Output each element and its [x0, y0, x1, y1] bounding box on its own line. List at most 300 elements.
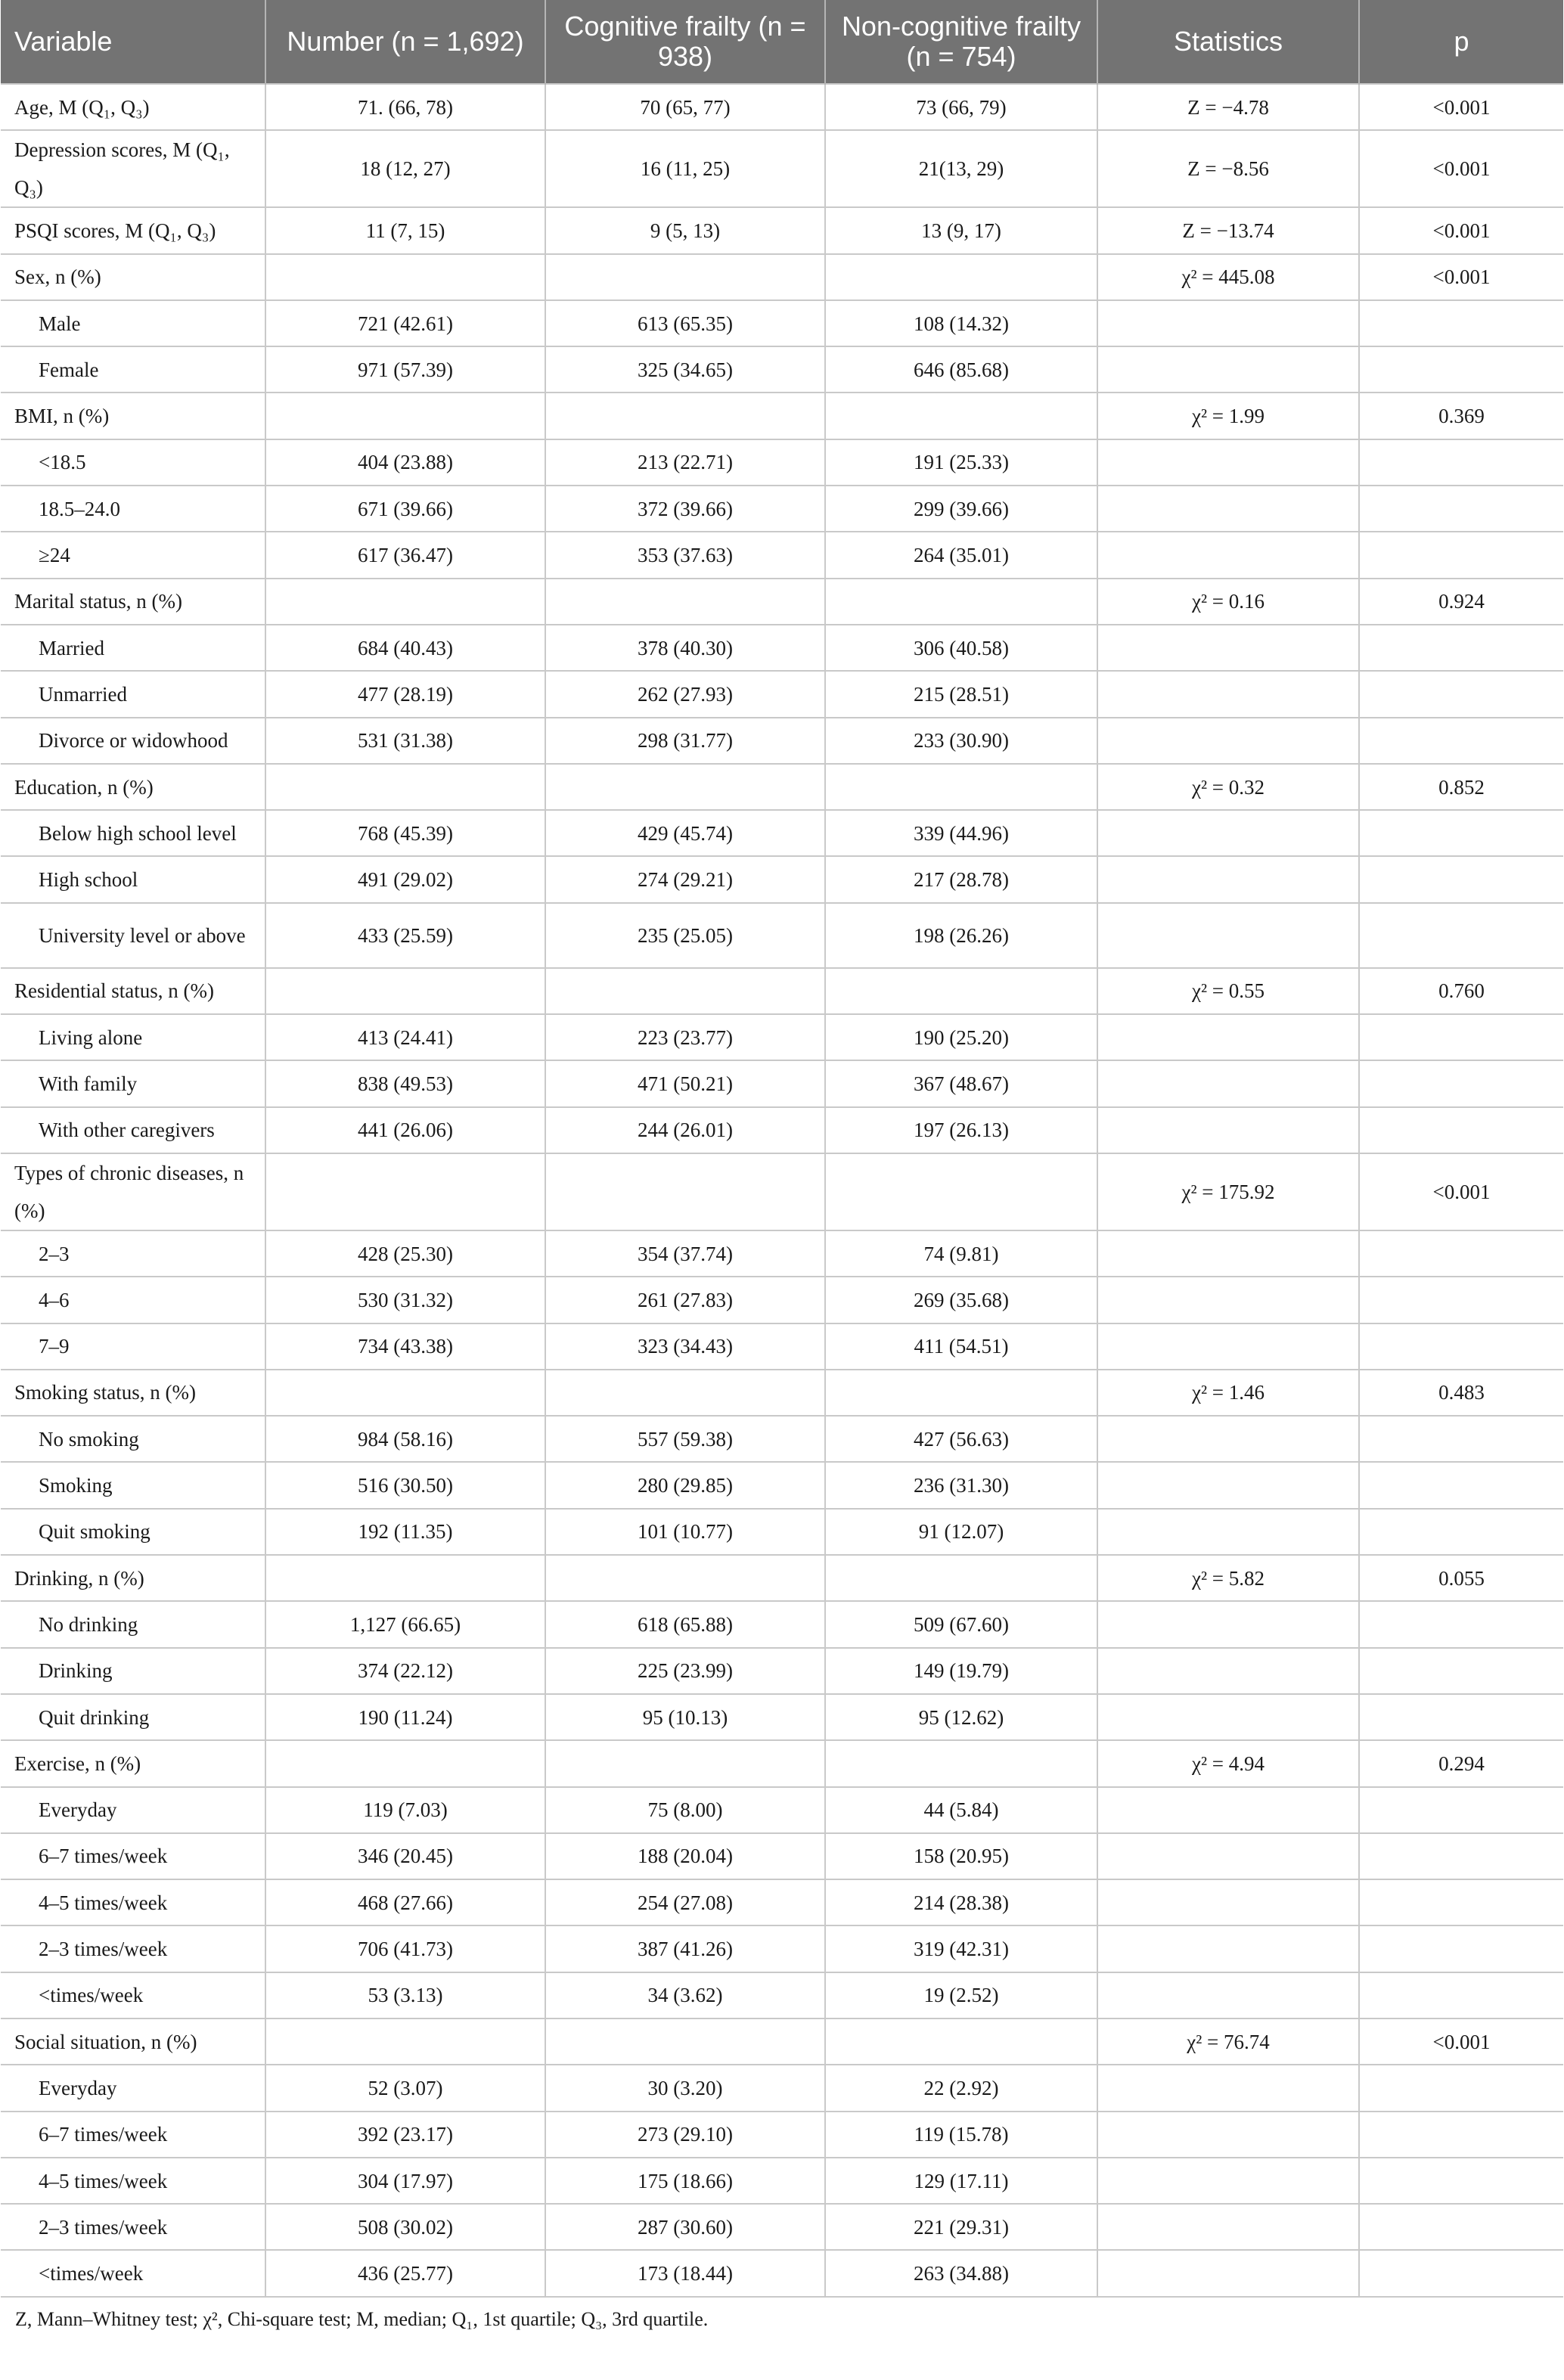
cell-p-value [1359, 671, 1563, 717]
table-row [1, 2158, 1563, 2204]
cell-statistics [1097, 1107, 1359, 1153]
cell-number: 346 (20.45) [265, 1833, 545, 1879]
cell-variable: 2–3 [1, 1230, 265, 1277]
cell-number [265, 1370, 545, 1416]
cell-number: 721 (42.61) [265, 300, 545, 346]
cell-non-cognitive-frailty [825, 1740, 1097, 1786]
cell-statistics: Z = −13.74 [1097, 207, 1359, 253]
cell-cognitive-frailty: 30 (3.20) [545, 2065, 825, 2111]
cell-non-cognitive-frailty: 198 (26.26) [825, 903, 1097, 968]
cell-statistics [1097, 1925, 1359, 1972]
table-row [1, 1153, 1563, 1230]
cell-statistics [1097, 486, 1359, 532]
table-row [1, 207, 1563, 253]
cell-non-cognitive-frailty: 217 (28.78) [825, 856, 1097, 902]
table-body [1, 84, 1563, 2297]
cell-cognitive-frailty: 557 (59.38) [545, 1416, 825, 1462]
cell-variable: Below high school level [1, 810, 265, 856]
cell-non-cognitive-frailty: 214 (28.38) [825, 1879, 1097, 1925]
table-row [1, 1879, 1563, 1925]
cell-cognitive-frailty: 235 (25.05) [545, 903, 825, 968]
cell-number: 1,127 (66.65) [265, 1601, 545, 1647]
cell-p-value: <0.001 [1359, 1153, 1563, 1230]
cell-non-cognitive-frailty: 191 (25.33) [825, 439, 1097, 486]
table-row [1, 2065, 1563, 2111]
cell-p-value [1359, 300, 1563, 346]
cell-statistics: Z = −8.56 [1097, 130, 1359, 207]
cell-variable: No drinking [1, 1601, 265, 1647]
cell-variable: Married [1, 625, 265, 671]
cell-p-value: <0.001 [1359, 254, 1563, 300]
cell-variable: No smoking [1, 1416, 265, 1462]
cell-p-value: 0.852 [1359, 764, 1563, 810]
cell-number [265, 254, 545, 300]
cell-p-value: <0.001 [1359, 207, 1563, 253]
cell-cognitive-frailty: 353 (37.63) [545, 532, 825, 578]
cell-number [265, 579, 545, 625]
table-row [1, 856, 1563, 902]
table-row [1, 625, 1563, 671]
cell-p-value [1359, 1601, 1563, 1647]
cell-cognitive-frailty [545, 2019, 825, 2065]
cell-non-cognitive-frailty [825, 1555, 1097, 1601]
cell-number: 516 (30.50) [265, 1462, 545, 1508]
cell-cognitive-frailty: 225 (23.99) [545, 1648, 825, 1694]
cell-statistics [1097, 2112, 1359, 2158]
cell-statistics [1097, 1787, 1359, 1833]
cell-non-cognitive-frailty: 427 (56.63) [825, 1416, 1097, 1462]
cell-p-value [1359, 1416, 1563, 1462]
cell-p-value [1359, 1107, 1563, 1153]
cell-statistics [1097, 1230, 1359, 1277]
cell-statistics: χ² = 0.16 [1097, 579, 1359, 625]
cell-variable: Smoking [1, 1462, 265, 1508]
cell-p-value [1359, 1462, 1563, 1508]
cell-variable: Everyday [1, 2065, 265, 2111]
cell-statistics [1097, 625, 1359, 671]
cell-cognitive-frailty: 34 (3.62) [545, 1972, 825, 2019]
cell-non-cognitive-frailty: 236 (31.30) [825, 1462, 1097, 1508]
cell-number: 684 (40.43) [265, 625, 545, 671]
cell-non-cognitive-frailty: 263 (34.88) [825, 2250, 1097, 2296]
cell-statistics [1097, 1972, 1359, 2019]
cell-p-value [1359, 1787, 1563, 1833]
cell-number: 838 (49.53) [265, 1060, 545, 1106]
cell-p-value: 0.924 [1359, 579, 1563, 625]
cell-cognitive-frailty [545, 1740, 825, 1786]
cell-number: 984 (58.16) [265, 1416, 545, 1462]
cell-number: 508 (30.02) [265, 2204, 545, 2250]
header-statistics: Statistics [1097, 0, 1359, 84]
cell-number: 768 (45.39) [265, 810, 545, 856]
cell-p-value [1359, 439, 1563, 486]
cell-cognitive-frailty [545, 1370, 825, 1416]
cell-statistics: χ² = 445.08 [1097, 254, 1359, 300]
cell-statistics: χ² = 175.92 [1097, 1153, 1359, 1230]
cell-variable: University level or above [1, 903, 265, 968]
cell-non-cognitive-frailty: 13 (9, 17) [825, 207, 1097, 253]
cell-variable: 7–9 [1, 1323, 265, 1370]
cell-p-value [1359, 856, 1563, 902]
cell-cognitive-frailty: 274 (29.21) [545, 856, 825, 902]
cell-number: 436 (25.77) [265, 2250, 545, 2296]
cell-p-value: <0.001 [1359, 84, 1563, 130]
cell-non-cognitive-frailty: 73 (66, 79) [825, 84, 1097, 130]
cell-cognitive-frailty: 378 (40.30) [545, 625, 825, 671]
cell-number: 441 (26.06) [265, 1107, 545, 1153]
cell-non-cognitive-frailty: 91 (12.07) [825, 1509, 1097, 1555]
cell-p-value [1359, 486, 1563, 532]
cell-cognitive-frailty [545, 1153, 825, 1230]
cell-non-cognitive-frailty [825, 393, 1097, 439]
cell-cognitive-frailty [545, 968, 825, 1014]
cell-variable: 18.5–24.0 [1, 486, 265, 532]
cell-non-cognitive-frailty: 108 (14.32) [825, 300, 1097, 346]
cell-statistics [1097, 718, 1359, 764]
cell-non-cognitive-frailty: 22 (2.92) [825, 2065, 1097, 2111]
table-header [1, 0, 1563, 84]
header-cognitive-frailty: Cognitive frailty (n = 938) [545, 0, 825, 84]
table-row [1, 1060, 1563, 1106]
cell-cognitive-frailty: 70 (65, 77) [545, 84, 825, 130]
table-row [1, 671, 1563, 717]
table-row [1, 346, 1563, 393]
table-row [1, 84, 1563, 130]
table-row [1, 1833, 1563, 1879]
cell-non-cognitive-frailty: 233 (30.90) [825, 718, 1097, 764]
cell-statistics [1097, 1277, 1359, 1323]
cell-non-cognitive-frailty: 129 (17.11) [825, 2158, 1097, 2204]
cell-cognitive-frailty: 254 (27.08) [545, 1879, 825, 1925]
cell-p-value [1359, 1277, 1563, 1323]
cell-non-cognitive-frailty [825, 2019, 1097, 2065]
cell-number [265, 764, 545, 810]
cell-number [265, 393, 545, 439]
cell-variable: Drinking [1, 1648, 265, 1694]
cell-statistics [1097, 2158, 1359, 2204]
cell-number: 468 (27.66) [265, 1879, 545, 1925]
cell-cognitive-frailty [545, 254, 825, 300]
cell-statistics: χ² = 4.94 [1097, 1740, 1359, 1786]
cell-variable: Education, n (%) [1, 764, 265, 810]
cell-number: 18 (12, 27) [265, 130, 545, 207]
table-row [1, 1925, 1563, 1972]
cell-statistics [1097, 1462, 1359, 1508]
cell-cognitive-frailty: 75 (8.00) [545, 1787, 825, 1833]
cell-non-cognitive-frailty: 119 (15.78) [825, 2112, 1097, 2158]
header-variable: Variable [1, 0, 265, 84]
cell-number: 119 (7.03) [265, 1787, 545, 1833]
cell-p-value [1359, 1509, 1563, 1555]
table-row [1, 1230, 1563, 1277]
cell-variable: With other caregivers [1, 1107, 265, 1153]
table-row [1, 1277, 1563, 1323]
cell-statistics [1097, 2204, 1359, 2250]
cell-non-cognitive-frailty: 190 (25.20) [825, 1014, 1097, 1060]
cell-statistics [1097, 1416, 1359, 1462]
table-row [1, 1014, 1563, 1060]
cell-cognitive-frailty: 280 (29.85) [545, 1462, 825, 1508]
cell-variable: Everyday [1, 1787, 265, 1833]
table-row [1, 764, 1563, 810]
cell-variable: Exercise, n (%) [1, 1740, 265, 1786]
cell-cognitive-frailty [545, 764, 825, 810]
cell-number: 491 (29.02) [265, 856, 545, 902]
table-row [1, 2204, 1563, 2250]
header-non-cognitive-frailty: Non-cognitive frailty (n = 754) [825, 0, 1097, 84]
cell-statistics [1097, 2065, 1359, 2111]
cell-non-cognitive-frailty: 158 (20.95) [825, 1833, 1097, 1879]
cell-statistics [1097, 903, 1359, 968]
cell-p-value [1359, 810, 1563, 856]
table-row [1, 2019, 1563, 2065]
cell-number: 374 (22.12) [265, 1648, 545, 1694]
cell-variable: Divorce or widowhood [1, 718, 265, 764]
cell-p-value [1359, 2250, 1563, 2296]
cell-variable: ≥24 [1, 532, 265, 578]
cell-number: 71. (66, 78) [265, 84, 545, 130]
cell-p-value [1359, 1060, 1563, 1106]
table-footnote: Z, Mann–Whitney test; χ², Chi-square test; M, median; Q₁, 1st quartile; Q₃, 3rd quartile. [15, 2307, 709, 2330]
cell-number: 433 (25.59) [265, 903, 545, 968]
cell-variable: Smoking status, n (%) [1, 1370, 265, 1416]
table-row [1, 130, 1563, 207]
cell-number: 971 (57.39) [265, 346, 545, 393]
cell-variable: Female [1, 346, 265, 393]
cell-p-value [1359, 1694, 1563, 1740]
cell-statistics [1097, 1879, 1359, 1925]
cell-non-cognitive-frailty: 269 (35.68) [825, 1277, 1097, 1323]
cell-number: 531 (31.38) [265, 718, 545, 764]
table-row [1, 903, 1563, 968]
table-row [1, 439, 1563, 486]
cell-number: 53 (3.13) [265, 1972, 545, 2019]
cell-non-cognitive-frailty: 221 (29.31) [825, 2204, 1097, 2250]
cell-cognitive-frailty: 618 (65.88) [545, 1601, 825, 1647]
cell-variable: BMI, n (%) [1, 393, 265, 439]
cell-non-cognitive-frailty: 74 (9.81) [825, 1230, 1097, 1277]
cell-cognitive-frailty: 188 (20.04) [545, 1833, 825, 1879]
cell-cognitive-frailty [545, 393, 825, 439]
cell-statistics [1097, 810, 1359, 856]
cell-statistics [1097, 2250, 1359, 2296]
cell-number: 392 (23.17) [265, 2112, 545, 2158]
cell-statistics [1097, 1648, 1359, 1694]
cell-cognitive-frailty: 354 (37.74) [545, 1230, 825, 1277]
cell-variable: 4–5 times/week [1, 2158, 265, 2204]
cell-variable: <times/week [1, 1972, 265, 2019]
cell-number [265, 1555, 545, 1601]
cell-p-value: <0.001 [1359, 2019, 1563, 2065]
cell-p-value [1359, 346, 1563, 393]
cell-cognitive-frailty: 175 (18.66) [545, 2158, 825, 2204]
cell-cognitive-frailty: 325 (34.65) [545, 346, 825, 393]
table-row [1, 2250, 1563, 2296]
cell-cognitive-frailty: 261 (27.83) [545, 1277, 825, 1323]
cell-variable: <times/week [1, 2250, 265, 2296]
cell-number: 706 (41.73) [265, 1925, 545, 1972]
cell-variable: Living alone [1, 1014, 265, 1060]
cell-statistics [1097, 532, 1359, 578]
cell-p-value [1359, 532, 1563, 578]
cell-variable: Unmarried [1, 671, 265, 717]
cell-variable: Types of chronic diseases, n (%) [1, 1153, 265, 1230]
cell-p-value [1359, 2158, 1563, 2204]
cell-p-value: 0.760 [1359, 968, 1563, 1014]
table-row [1, 1462, 1563, 1508]
cell-non-cognitive-frailty: 319 (42.31) [825, 1925, 1097, 1972]
cell-number: 11 (7, 15) [265, 207, 545, 253]
cell-non-cognitive-frailty: 339 (44.96) [825, 810, 1097, 856]
baseline-characteristics-table [1, 0, 1563, 2298]
table-row [1, 1694, 1563, 1740]
cell-number: 413 (24.41) [265, 1014, 545, 1060]
cell-cognitive-frailty: 95 (10.13) [545, 1694, 825, 1740]
cell-statistics [1097, 1060, 1359, 1106]
cell-p-value [1359, 1648, 1563, 1694]
cell-number: 190 (11.24) [265, 1694, 545, 1740]
header-row [1, 0, 1563, 84]
cell-p-value [1359, 1833, 1563, 1879]
table-row [1, 1370, 1563, 1416]
cell-non-cognitive-frailty: 367 (48.67) [825, 1060, 1097, 1106]
cell-variable: With family [1, 1060, 265, 1106]
cell-variable: 4–6 [1, 1277, 265, 1323]
cell-non-cognitive-frailty: 264 (35.01) [825, 532, 1097, 578]
cell-p-value: 0.055 [1359, 1555, 1563, 1601]
cell-statistics [1097, 1601, 1359, 1647]
cell-variable: High school [1, 856, 265, 902]
cell-cognitive-frailty: 213 (22.71) [545, 439, 825, 486]
cell-cognitive-frailty: 429 (45.74) [545, 810, 825, 856]
cell-statistics [1097, 1014, 1359, 1060]
cell-variable: Sex, n (%) [1, 254, 265, 300]
cell-non-cognitive-frailty [825, 1153, 1097, 1230]
cell-statistics: χ² = 1.99 [1097, 393, 1359, 439]
cell-p-value: <0.001 [1359, 130, 1563, 207]
cell-variable: Quit drinking [1, 1694, 265, 1740]
cell-cognitive-frailty: 173 (18.44) [545, 2250, 825, 2296]
cell-cognitive-frailty: 323 (34.43) [545, 1323, 825, 1370]
cell-cognitive-frailty: 387 (41.26) [545, 1925, 825, 1972]
table-row [1, 1555, 1563, 1601]
cell-number: 477 (28.19) [265, 671, 545, 717]
table-row [1, 1416, 1563, 1462]
cell-number: 404 (23.88) [265, 439, 545, 486]
cell-number [265, 2019, 545, 2065]
cell-p-value [1359, 2112, 1563, 2158]
cell-p-value [1359, 1925, 1563, 1972]
cell-number: 530 (31.32) [265, 1277, 545, 1323]
cell-statistics: χ² = 0.32 [1097, 764, 1359, 810]
header-p: p [1359, 0, 1563, 84]
cell-non-cognitive-frailty: 411 (54.51) [825, 1323, 1097, 1370]
table-row [1, 254, 1563, 300]
cell-statistics: χ² = 1.46 [1097, 1370, 1359, 1416]
cell-statistics [1097, 300, 1359, 346]
table-row [1, 532, 1563, 578]
cell-statistics: χ² = 76.74 [1097, 2019, 1359, 2065]
cell-p-value [1359, 903, 1563, 968]
cell-cognitive-frailty: 223 (23.77) [545, 1014, 825, 1060]
cell-number [265, 968, 545, 1014]
cell-number: 617 (36.47) [265, 532, 545, 578]
cell-variable: 4–5 times/week [1, 1879, 265, 1925]
table-row [1, 1787, 1563, 1833]
cell-variable: PSQI scores, M (Q₁, Q₃) [1, 207, 265, 253]
cell-p-value [1359, 718, 1563, 764]
cell-variable: Male [1, 300, 265, 346]
cell-non-cognitive-frailty: 215 (28.51) [825, 671, 1097, 717]
cell-cognitive-frailty [545, 579, 825, 625]
cell-statistics: χ² = 0.55 [1097, 968, 1359, 1014]
table-row [1, 810, 1563, 856]
cell-p-value [1359, 2065, 1563, 2111]
cell-statistics [1097, 1509, 1359, 1555]
cell-statistics [1097, 346, 1359, 393]
cell-non-cognitive-frailty: 149 (19.79) [825, 1648, 1097, 1694]
cell-variable: Social situation, n (%) [1, 2019, 265, 2065]
cell-number [265, 1740, 545, 1786]
header-number: Number (n = 1,692) [265, 0, 545, 84]
cell-statistics [1097, 1833, 1359, 1879]
cell-statistics [1097, 671, 1359, 717]
cell-cognitive-frailty: 244 (26.01) [545, 1107, 825, 1153]
table-row [1, 2112, 1563, 2158]
cell-p-value [1359, 2204, 1563, 2250]
cell-statistics [1097, 1323, 1359, 1370]
cell-variable: Marital status, n (%) [1, 579, 265, 625]
cell-non-cognitive-frailty: 44 (5.84) [825, 1787, 1097, 1833]
cell-variable: Age, M (Q₁, Q₃) [1, 84, 265, 130]
cell-cognitive-frailty: 613 (65.35) [545, 300, 825, 346]
cell-p-value [1359, 1879, 1563, 1925]
cell-p-value: 0.483 [1359, 1370, 1563, 1416]
cell-p-value [1359, 625, 1563, 671]
table-row [1, 1972, 1563, 2019]
cell-statistics: χ² = 5.82 [1097, 1555, 1359, 1601]
cell-cognitive-frailty: 262 (27.93) [545, 671, 825, 717]
cell-number: 52 (3.07) [265, 2065, 545, 2111]
cell-number: 304 (17.97) [265, 2158, 545, 2204]
cell-statistics [1097, 439, 1359, 486]
cell-variable: 6–7 times/week [1, 1833, 265, 1879]
cell-non-cognitive-frailty: 21(13, 29) [825, 130, 1097, 207]
table-row [1, 1648, 1563, 1694]
table-row [1, 486, 1563, 532]
table-row [1, 579, 1563, 625]
cell-cognitive-frailty: 9 (5, 13) [545, 207, 825, 253]
cell-number: 671 (39.66) [265, 486, 545, 532]
cell-non-cognitive-frailty: 19 (2.52) [825, 1972, 1097, 2019]
cell-cognitive-frailty [545, 1555, 825, 1601]
cell-cognitive-frailty: 16 (11, 25) [545, 130, 825, 207]
cell-cognitive-frailty: 298 (31.77) [545, 718, 825, 764]
cell-statistics [1097, 1694, 1359, 1740]
cell-p-value: 0.294 [1359, 1740, 1563, 1786]
cell-non-cognitive-frailty: 509 (67.60) [825, 1601, 1097, 1647]
cell-non-cognitive-frailty: 646 (85.68) [825, 346, 1097, 393]
cell-cognitive-frailty: 287 (30.60) [545, 2204, 825, 2250]
cell-cognitive-frailty: 273 (29.10) [545, 2112, 825, 2158]
cell-non-cognitive-frailty [825, 764, 1097, 810]
cell-non-cognitive-frailty [825, 968, 1097, 1014]
cell-p-value [1359, 1230, 1563, 1277]
cell-non-cognitive-frailty [825, 579, 1097, 625]
cell-statistics: Z = −4.78 [1097, 84, 1359, 130]
cell-cognitive-frailty: 372 (39.66) [545, 486, 825, 532]
cell-number [265, 1153, 545, 1230]
